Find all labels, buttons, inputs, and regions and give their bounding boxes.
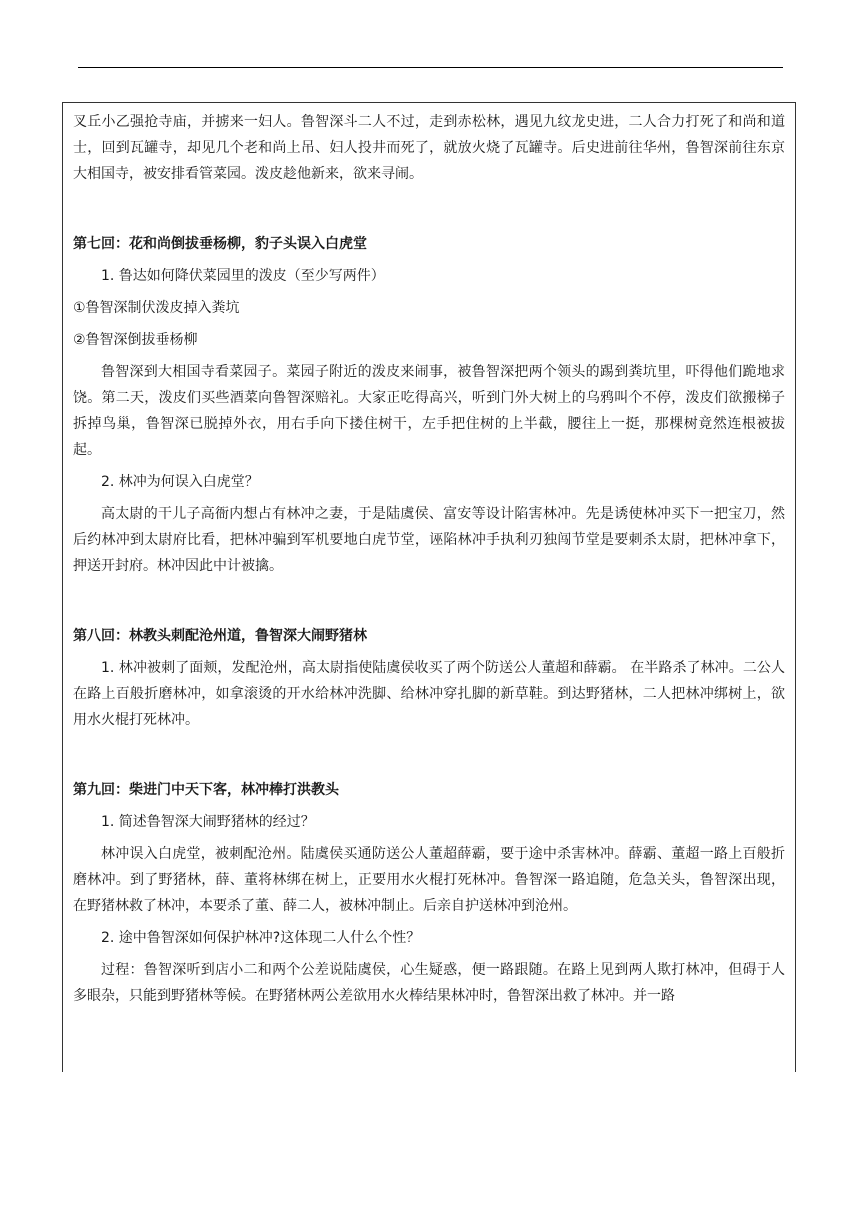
chapter-7-title: 第七回：花和尚倒拔垂杨柳，豹子头误入白虎堂: [73, 236, 367, 252]
continuation-paragraph: 叉丘小乙强抢寺庙，并掳来一妇人。鲁智深斗二人不过，走到赤松林，遇见九纹龙史进，二人合力打死了和尚和道士，回到瓦罐寺，却见几个老和尚上吊、妇人投井而死了，就放火烧了瓦罐寺。后史进前往华州，鲁智深前往东京大相国寺，被安排看管菜园。泼皮趁他新来，欲来寻闹。: [73, 114, 785, 182]
chapter-7-answer-1-item-2: ②鲁智深倒拔垂杨柳: [73, 332, 198, 348]
chapter-7-answer-1-item-1: ①鲁智深制伏泼皮掉入粪坑: [73, 300, 240, 316]
chapter-9-answer-2-text: 过程：鲁智深听到店小二和两个公差说陆虞侯，心生疑惑，便一路跟随。在路上见到两人欺打林冲，但碍于人多眼杂，只能到野猪林等候。在野猪林两公差欲用水火棒结果林冲时，鲁智深出救了林冲。并一路: [73, 962, 785, 1004]
header-rule: [78, 67, 783, 68]
chapter-7-answer-2-text: 高太尉的干儿子高衙内想占有林冲之妻，于是陆虞侯、富安等设计陷害林冲。先是诱使林冲买下一把宝刀，然后约林冲到太尉府比看，把林冲骗到军机要地白虎节堂，诬陷林冲手执利刃独闯节堂是要刺杀太尉，把林冲拿下，押送开封府。林冲因此中计被擒。: [73, 506, 785, 574]
chapter-9-answer-1-text: 林冲误入白虎堂，被刺配沧州。陆虞侯买通防送公人董超薛霸，要于途中杀害林冲。薛霸、董超一路上百般折磨林冲。到了野猪林，薛、董将林绑在树上，正要用水火棍打死林冲。鲁智深一路追随，危急关头，鲁智深出现，在野猪林救了林冲，本要杀了董、薛二人，被林冲制止。后亲自护送林冲到沧州。: [73, 846, 785, 914]
chapter-8-paragraph: 1. 林冲被刺了面颊，发配沧州，高太尉指使陆虞侯收买了两个防送公人董超和薛霸。 在半路杀了林冲。二公人在路上百般折磨林冲，如拿滚烫的开水给林冲洗脚、给林冲穿扎脚的新草鞋。到达野猪林，二人把林冲绑树上，欲用水火棍打死林冲。: [73, 660, 785, 728]
content-body: [63, 103, 795, 1009]
chapter-9-question-1: 1. 简述鲁智深大闹野猪林的经过？: [101, 814, 315, 830]
chapter-9-question-2: 2. 途中鲁智深如何保护林冲?这体现二人什么个性？: [101, 930, 421, 946]
chapter-7-answer-1-text: 鲁智深到大相国寺看菜园子。菜园子附近的泼皮来闹事，被鲁智深把两个领头的踢到粪坑里，吓得他们跪地求饶。第二天，泼皮们买些酒菜向鲁智深赔礼。大家正吃得高兴，听到门外大树上的乌鸦叫个不停，泼皮们欲搬梯子拆掉鸟巢，鲁智深已脱掉外衣，用右手向下搂住树干，左手把住树的上半截，腰往上一挺，那棵树竟然连根被拔起。: [73, 364, 785, 458]
chapter-7-question-1: 1. 鲁达如何降伏菜园里的泼皮（至少写两件）: [101, 268, 385, 284]
content-box: [62, 102, 796, 1072]
chapter-9-title: 第九回：柴进门中天下客，林冲棒打洪教头: [73, 782, 339, 798]
chapter-7-question-2: 2. 林冲为何误入白虎堂？: [101, 474, 259, 490]
chapter-8-title: 第八回：林教头刺配沧州道，鲁智深大闹野猪林: [73, 628, 367, 644]
